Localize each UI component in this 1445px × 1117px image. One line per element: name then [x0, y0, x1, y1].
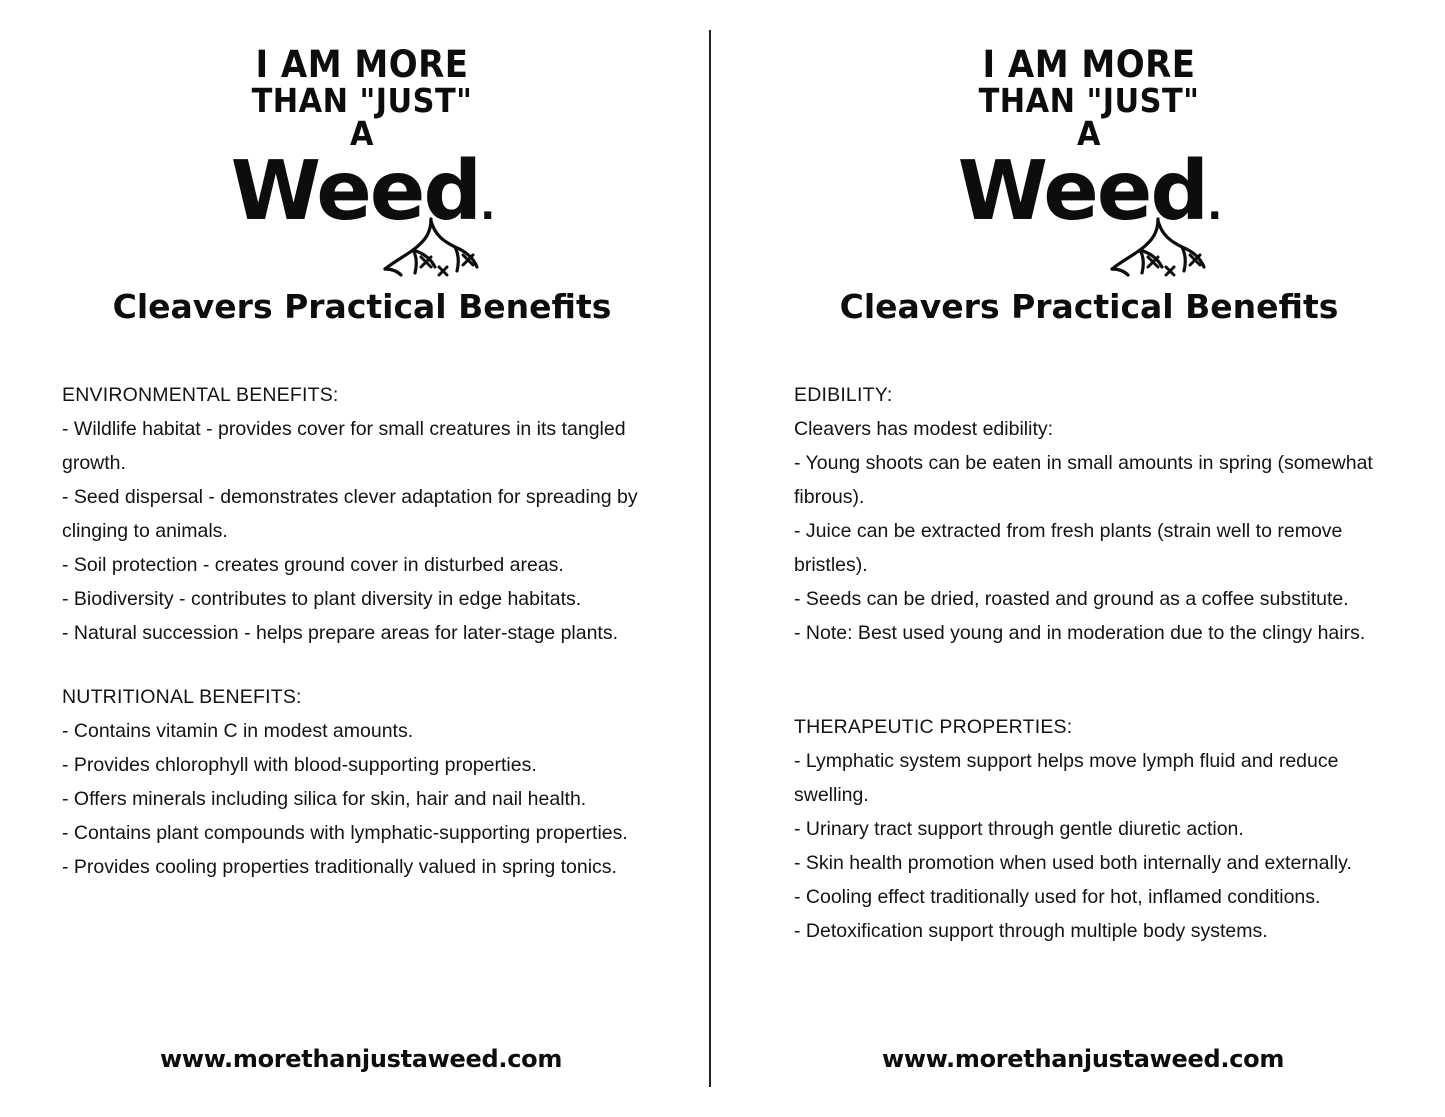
list-item: - Contains vitamin C in modest amounts. [62, 719, 414, 742]
section-nutritional-benefits [62, 680, 662, 884]
section-heading: THERAPEUTIC PROPERTIES: [794, 715, 1073, 738]
list-item: - Seeds can be dried, roasted and ground as a coffee substitute. [794, 587, 1349, 610]
footer-url[interactable]: www.morethanjustaweed.com [881, 1045, 1285, 1073]
section-intro: Cleavers has modest edibility: [794, 417, 1054, 440]
list-item: - Provides cooling properties traditionally valued in spring tonics. [62, 855, 617, 878]
list-item: - Offers minerals including silica for skin, hair and nail health. [62, 787, 587, 810]
logo-line-1: I AM MORE [255, 43, 469, 86]
list-item: - Contains plant compounds with lymphatic-supporting properties. [62, 821, 628, 844]
section-spacer [794, 680, 1384, 710]
section-edibility [794, 378, 1384, 650]
footer-url[interactable]: www.morethanjustaweed.com [159, 1045, 563, 1073]
list-item: - Urinary tract support through gentle diuretic action. [794, 817, 1244, 840]
logo-line-1: I AM MORE [982, 43, 1196, 86]
list-item: - Cooling effect traditionally used for hot, inflamed conditions. [794, 885, 1321, 908]
logo-line-2: THAN "JUST" A [251, 80, 473, 154]
list-item: - Skin health promotion when used both internally and externally. [794, 851, 1352, 874]
brand-logo [954, 43, 1224, 240]
logo-line-2: THAN "JUST" A [978, 80, 1200, 154]
list-item: - Soil protection - creates ground cover in disturbed areas. [62, 553, 564, 576]
logo-word-period: . [480, 183, 494, 230]
logo-word-text: Weed [957, 144, 1208, 240]
list-item: - Juice can be extracted from fresh plants (strain well to remove bristles). [794, 519, 1343, 576]
section-heading: EDIBILITY: [794, 383, 893, 406]
list-item: - Natural succession - helps prepare areas for later-stage plants. [62, 621, 619, 644]
list-item: - Young shoots can be eaten in small amounts in spring (somewhat fibrous). [794, 451, 1373, 508]
list-item: - Note: Best used young and in moderation due to the clingy hairs. [794, 621, 1366, 644]
section-heading: ENVIRONMENTAL BENEFITS: [62, 383, 339, 406]
logo-word-period: . [1207, 183, 1221, 230]
page-title: Cleavers Practical Benefits [112, 286, 612, 326]
list-item: - Seed dispersal - demonstrates clever adaptation for spreading by clinging to animals. [62, 485, 638, 542]
plant-roots-icon [373, 217, 493, 277]
section-therapeutic-properties [794, 710, 1384, 948]
content-left [62, 378, 662, 884]
page-title: Cleavers Practical Benefits [839, 286, 1339, 326]
content-right [794, 378, 1384, 948]
section-heading: NUTRITIONAL BENEFITS: [62, 685, 302, 708]
list-item: - Provides chlorophyll with blood-supporting properties. [62, 753, 537, 776]
card-left [0, 0, 722, 1117]
logo-word-text: Weed [230, 144, 481, 240]
list-item: - Biodiversity - contributes to plant diversity in edge habitats. [62, 587, 582, 610]
plant-roots-icon [1100, 217, 1220, 277]
card-right [722, 0, 1444, 1117]
section-environmental-benefits [62, 378, 662, 650]
brand-logo [227, 43, 497, 240]
list-item: - Wildlife habitat - provides cover for small creatures in its tangled growth. [62, 417, 626, 474]
list-item: - Detoxification support through multiple body systems. [794, 919, 1268, 942]
list-item: - Lymphatic system support helps move lymph fluid and reduce swelling. [794, 749, 1339, 806]
